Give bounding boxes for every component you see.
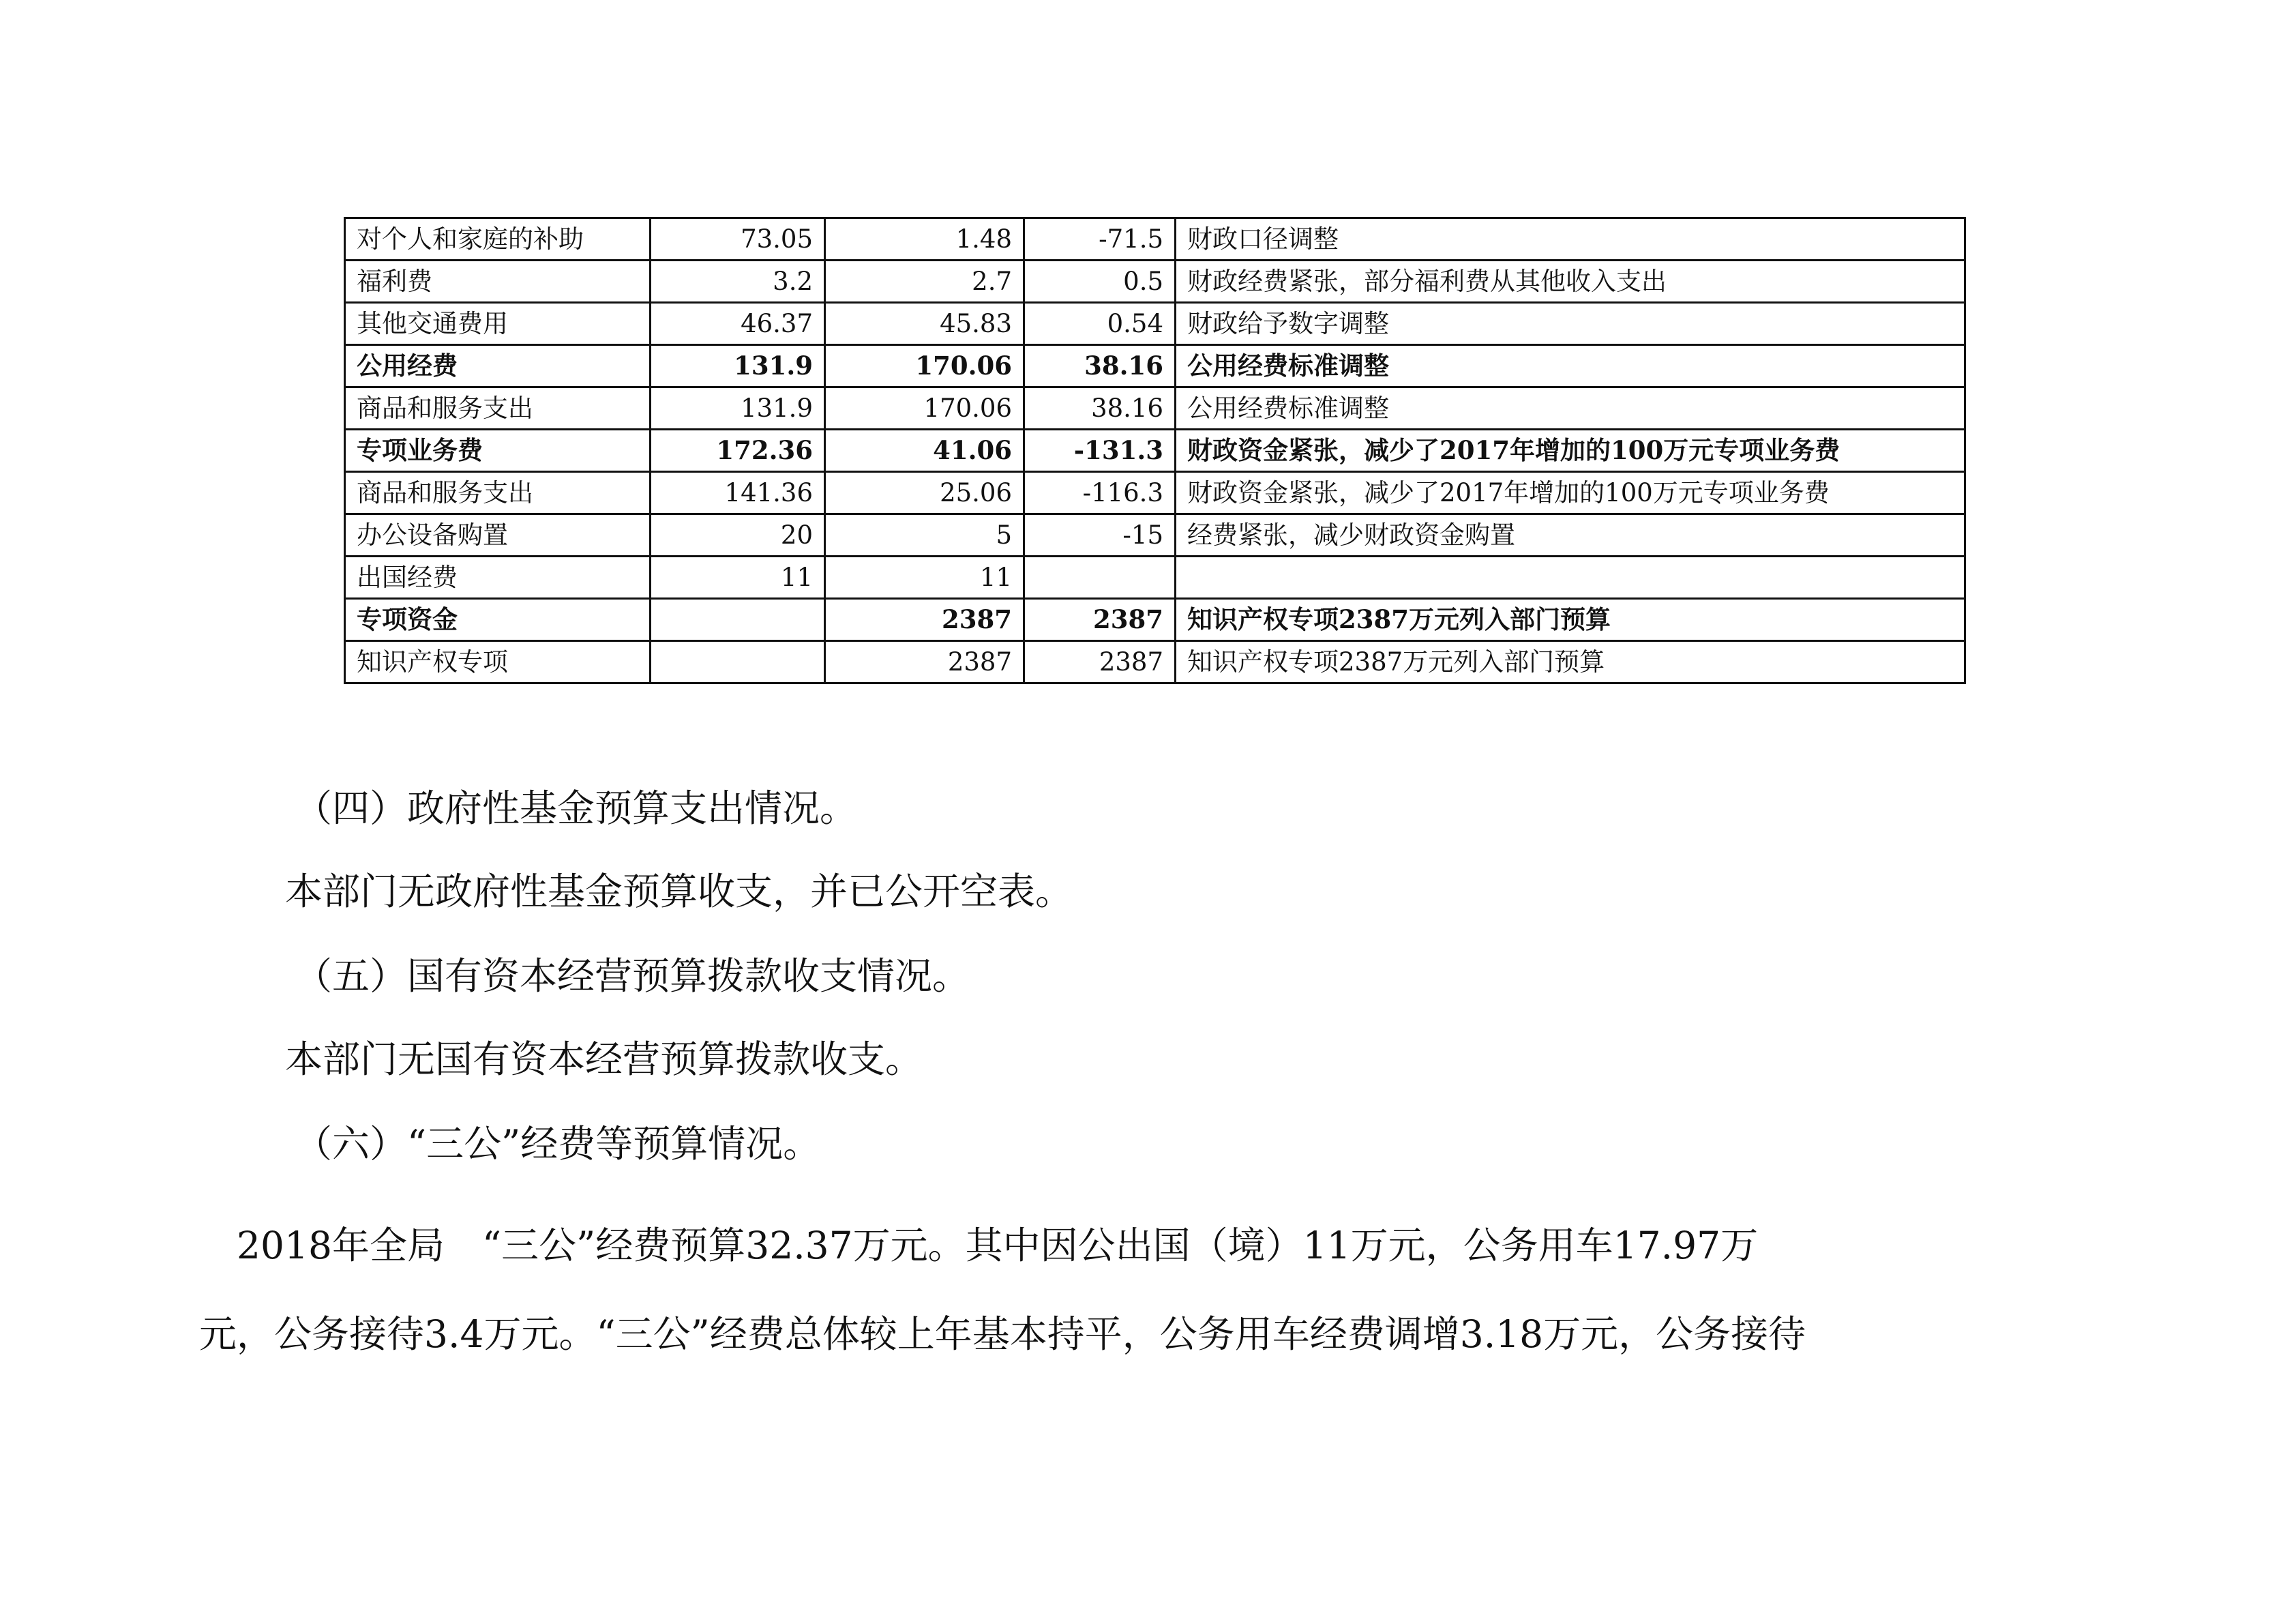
row-diff: 38.16 (1024, 387, 1176, 430)
row-prev (651, 641, 825, 683)
table-row (345, 557, 1965, 599)
row-curr: 5 (825, 514, 1024, 557)
row-prev: 172.36 (651, 430, 825, 472)
row-name: 其他交通费用 (345, 303, 651, 345)
table-row (345, 218, 1965, 261)
row-note: 财政给予数字调整 (1176, 303, 1965, 345)
three-public-heading: （六）“三公”经费等预算情况。 (295, 1122, 821, 1166)
row-curr: 11 (825, 557, 1024, 599)
row-note: 知识产权专项2387万元列入部门预算 (1176, 599, 1965, 641)
state-capital-body: 本部门无国有资本经营预算拨款收支。 (285, 1037, 923, 1081)
budget-table (344, 217, 1966, 684)
gov-fund-heading: （四）政府性基金预算支出情况。 (295, 786, 858, 830)
row-curr: 25.06 (825, 472, 1024, 514)
table-body (345, 218, 1965, 683)
row-name: 专项资金 (345, 599, 651, 641)
row-prev: 46.37 (651, 303, 825, 345)
row-note: 公用经费标准调整 (1176, 345, 1965, 387)
row-prev: 131.9 (651, 387, 825, 430)
table-row (345, 641, 1965, 683)
row-name: 对个人和家庭的补助 (345, 218, 651, 261)
row-note: 财政口径调整 (1176, 218, 1965, 261)
table-row (345, 387, 1965, 430)
row-note (1176, 557, 1965, 599)
table-row (345, 261, 1965, 303)
row-name: 办公设备购置 (345, 514, 651, 557)
row-prev: 20 (651, 514, 825, 557)
row-name: 商品和服务支出 (345, 387, 651, 430)
summary-line-2: 元，公务接待3.4万元。“三公”经费总体较上年基本持平，公务用车经费调增3.18万元，公务接待 (199, 1312, 1806, 1356)
row-name: 专项业务费 (345, 430, 651, 472)
summary-line-1: 2018年全局 “三公”经费预算32.37万元。其中因公出国（境）11万元，公务用车17.97万 (199, 1224, 1759, 1267)
row-note: 公用经费标准调整 (1176, 387, 1965, 430)
row-prev: 11 (651, 557, 825, 599)
row-note: 财政资金紧张，减少了2017年增加的100万元专项业务费 (1176, 472, 1965, 514)
row-name: 商品和服务支出 (345, 472, 651, 514)
row-diff: 2387 (1024, 641, 1176, 683)
row-prev: 141.36 (651, 472, 825, 514)
row-curr: 41.06 (825, 430, 1024, 472)
row-diff (1024, 557, 1176, 599)
row-diff: -116.3 (1024, 472, 1176, 514)
row-diff: -131.3 (1024, 430, 1176, 472)
row-diff: 0.5 (1024, 261, 1176, 303)
row-diff: 0.54 (1024, 303, 1176, 345)
row-note: 知识产权专项2387万元列入部门预算 (1176, 641, 1965, 683)
row-curr: 1.48 (825, 218, 1024, 261)
table-row (345, 599, 1965, 641)
state-capital-heading: （五）国有资本经营预算拨款收支情况。 (295, 954, 970, 998)
row-note: 财政经费紧张，部分福利费从其他收入支出 (1176, 261, 1965, 303)
table-row (345, 514, 1965, 557)
row-prev: 3.2 (651, 261, 825, 303)
row-name: 出国经费 (345, 557, 651, 599)
row-diff: -71.5 (1024, 218, 1176, 261)
row-curr: 2.7 (825, 261, 1024, 303)
row-diff: 38.16 (1024, 345, 1176, 387)
row-note: 经费紧张，减少财政资金购置 (1176, 514, 1965, 557)
row-prev: 131.9 (651, 345, 825, 387)
table-row (345, 430, 1965, 472)
row-diff: 2387 (1024, 599, 1176, 641)
row-curr: 45.83 (825, 303, 1024, 345)
gov-fund-body: 本部门无政府性基金预算收支，并已公开空表。 (285, 870, 1073, 913)
row-prev (651, 599, 825, 641)
row-note: 财政资金紧张，减少了2017年增加的100万元专项业务费 (1176, 430, 1965, 472)
table-row (345, 472, 1965, 514)
row-name: 福利费 (345, 261, 651, 303)
row-prev: 73.05 (651, 218, 825, 261)
row-name: 知识产权专项 (345, 641, 651, 683)
table-row (345, 303, 1965, 345)
row-curr: 170.06 (825, 345, 1024, 387)
row-diff: -15 (1024, 514, 1176, 557)
table-row (345, 345, 1965, 387)
row-curr: 2387 (825, 641, 1024, 683)
row-name: 公用经费 (345, 345, 651, 387)
row-curr: 2387 (825, 599, 1024, 641)
row-curr: 170.06 (825, 387, 1024, 430)
